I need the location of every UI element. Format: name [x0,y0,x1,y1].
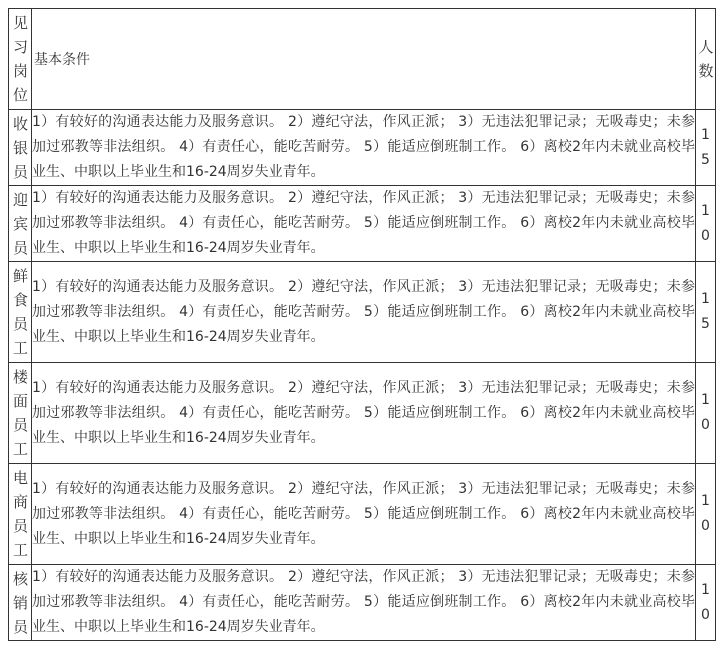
conditions-cell: 1）有较好的沟通表达能力及服务意识。 2）遵纪守法，作风正派； 3）无违法犯罪记录；无吸毒史；未参加过邪教等非法组织。 4）有责任心，能吃苦耐劳。 5）能适应倒班制工作。 6）离校2年内未就业高校毕业生、中职以上毕业生和16-24周岁失业青年。 [32,110,696,186]
position-cell [9,464,32,565]
count-cell [696,262,716,363]
table-row [9,186,716,262]
header-count-label: 人数 [698,38,714,80]
table-row [9,363,716,464]
count-cell [696,363,716,464]
position-name: 收银员 [13,114,29,181]
count-value: 10 [701,493,710,534]
header-position-label: 见习岗位 [13,14,29,104]
table-row [9,464,716,565]
position-name: 核销员 [13,569,29,636]
table-header-row [9,9,716,110]
count-value: 10 [701,581,710,623]
count-cell [696,565,716,641]
count-cell [696,186,716,262]
position-cell [9,262,32,363]
conditions-cell: 1）有较好的沟通表达能力及服务意识。 2）遵纪守法，作风正派； 3）无违法犯罪记录；无吸毒史；未参加过邪教等非法组织。 4）有责任心，能吃苦耐劳。 5）能适应倒班制工作。 6）离校2年内未就业高校毕业生、中职以上毕业生和16-24周岁失业青年。 [32,262,696,363]
count-cell [696,110,716,186]
conditions-cell: 1）有较好的沟通表达能力及服务意识。 2）遵纪守法，作风正派； 3）无违法犯罪记录；无吸毒史；未参加过邪教等非法组织。 4）有责任心，能吃苦耐劳。 5）能适应倒班制工作。 6）离校2年内未就业高校毕业生、中职以上毕业生和16-24周岁失业青年。 [32,464,696,565]
position-name: 楼面员工 [13,368,29,458]
position-cell [9,110,32,186]
count-cell [696,464,716,565]
position-cell [9,186,32,262]
position-name: 电商员工 [13,469,29,559]
count-value: 10 [701,392,710,433]
internship-positions-table [8,8,716,641]
position-cell [9,565,32,641]
count-value: 15 [701,126,710,168]
conditions-cell: 1）有较好的沟通表达能力及服务意识。 2）遵纪守法，作风正派； 3）无违法犯罪记录；无吸毒史；未参加过邪教等非法组织。 4）有责任心，能吃苦耐劳。 5）能适应倒班制工作。 6）离校2年内未就业高校毕业生、中职以上毕业生和16-24周岁失业青年。 [32,186,696,262]
conditions-cell: 1）有较好的沟通表达能力及服务意识。 2）遵纪守法，作风正派； 3）无违法犯罪记录；无吸毒史；未参加过邪教等非法组织。 4）有责任心，能吃苦耐劳。 5）能适应倒班制工作。 6）离校2年内未就业高校毕业生、中职以上毕业生和16-24周岁失业青年。 [32,565,696,641]
position-name: 鲜食员工 [13,267,29,357]
header-conditions-cell [32,9,696,110]
position-name: 迎宾员 [13,190,29,257]
table-row [9,262,716,363]
header-count-cell [696,9,716,110]
conditions-cell: 1）有较好的沟通表达能力及服务意识。 2）遵纪守法，作风正派； 3）无违法犯罪记录；无吸毒史；未参加过邪教等非法组织。 4）有责任心，能吃苦耐劳。 5）能适应倒班制工作。 6）离校2年内未就业高校毕业生、中职以上毕业生和16-24周岁失业青年。 [32,363,696,464]
position-cell [9,363,32,464]
table-row [9,110,716,186]
count-value: 15 [701,291,710,332]
table-row [9,565,716,641]
header-conditions-label: 基本条件 [34,52,90,68]
count-value: 10 [701,202,710,244]
header-position-cell [9,9,32,110]
